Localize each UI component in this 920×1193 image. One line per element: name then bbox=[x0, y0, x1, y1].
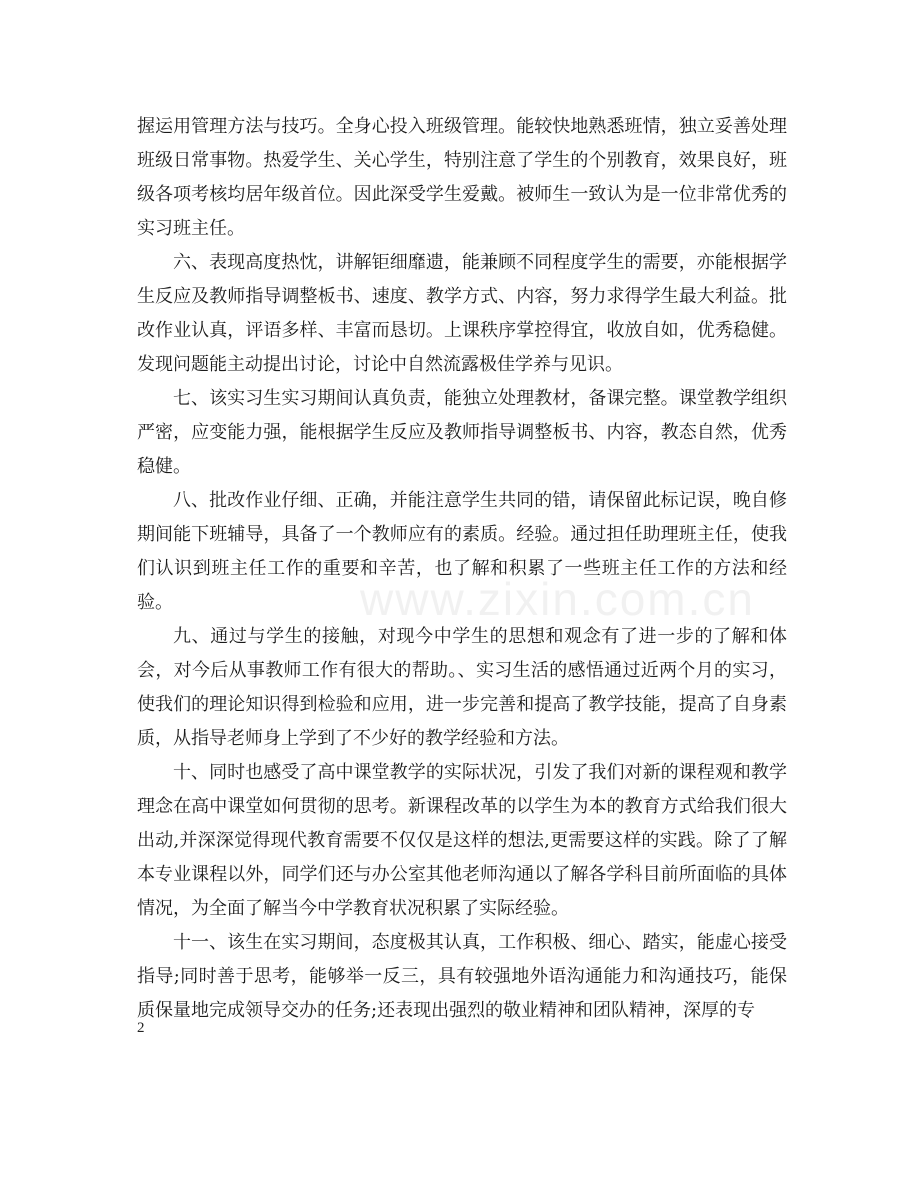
paragraph-nine: 九、通过与学生的接触，对现今中学生的思想和观念有了进一步的了解和体会，对今后从事教师工作有很大的帮助。、实习生活的感悟通过近两个月的实习，使我们的理论知识得到检验和应用，进一步完善和提高了教学技能，提高了自身素质，从指导老师身上学到了不少好的教学经验和方法。 bbox=[137, 626, 787, 749]
document-body bbox=[137, 110, 787, 1028]
watermark-text: www.zixin.com.cn bbox=[360, 573, 755, 625]
paragraph-seven: 七、该实习生实习期间认真负责，能独立处理教材，备课完整。课堂教学组织严密，应变能力强，能根据学生反应及教师指导调整板书、内容，教态自然，优秀稳健。 bbox=[137, 388, 787, 477]
page-number: 2 bbox=[137, 1020, 145, 1036]
paragraph-eight: 八、批改作业仔细、正确，并能注意学生共同的错，请保留此标记误，晚自修期间能下班辅导，具备了一个教师应有的素质。经验。通过担任助理班主任，使我们认识到班主任工作的重要和辛苦，也了解和积累了一些班主任工作的方法和经验。 bbox=[137, 490, 787, 613]
paragraph-continuation: 握运用管理方法与技巧。全身心投入班级管理。能较快地熟悉班情，独立妥善处理班级日常事物。热爱学生、关心学生，特别注意了学生的个别教育，效果良好，班级各项考核均居年级首位。因此深受学生爱戴。被师生一致认为是一位非常优秀的实习班主任。 bbox=[137, 116, 787, 239]
paragraph-eleven: 十一、该生在实习期间，态度极其认真，工作积极、细心、踏实，能虚心接受指导;同时善于思考，能够举一反三，具有较强地外语沟通能力和沟通技巧，能保质保量地完成领导交办的任务;还表现出强烈的敬业精神和团队精神，深厚的专 bbox=[137, 932, 787, 1021]
paragraph-ten: 十、同时也感受了高中课堂教学的实际状况，引发了我们对新的课程观和教学理念在高中课堂如何贯彻的思考。新课程改革的以学生为本的教育方式给我们很大出动,并深深觉得现代教育需要不仅仅是这样的想法,更需要这样的实践。除了了解本专业课程以外，同学们还与办公室其他老师沟通以了解各学科目前所面临的具体情况，为全面了解当今中学教育状况积累了实际经验。 bbox=[137, 762, 787, 919]
paragraph-six: 六、表现高度热忱，讲解钜细靡遗，能兼顾不同程度学生的需要，亦能根据学生反应及教师指导调整板书、速度、教学方式、内容，努力求得学生最大利益。批改作业认真，评语多样、丰富而恳切。上课秩序掌控得宜，收放自如，优秀稳健。发现问题能主动提出讨论，讨论中自然流露极佳学养与见识。 bbox=[137, 252, 787, 375]
